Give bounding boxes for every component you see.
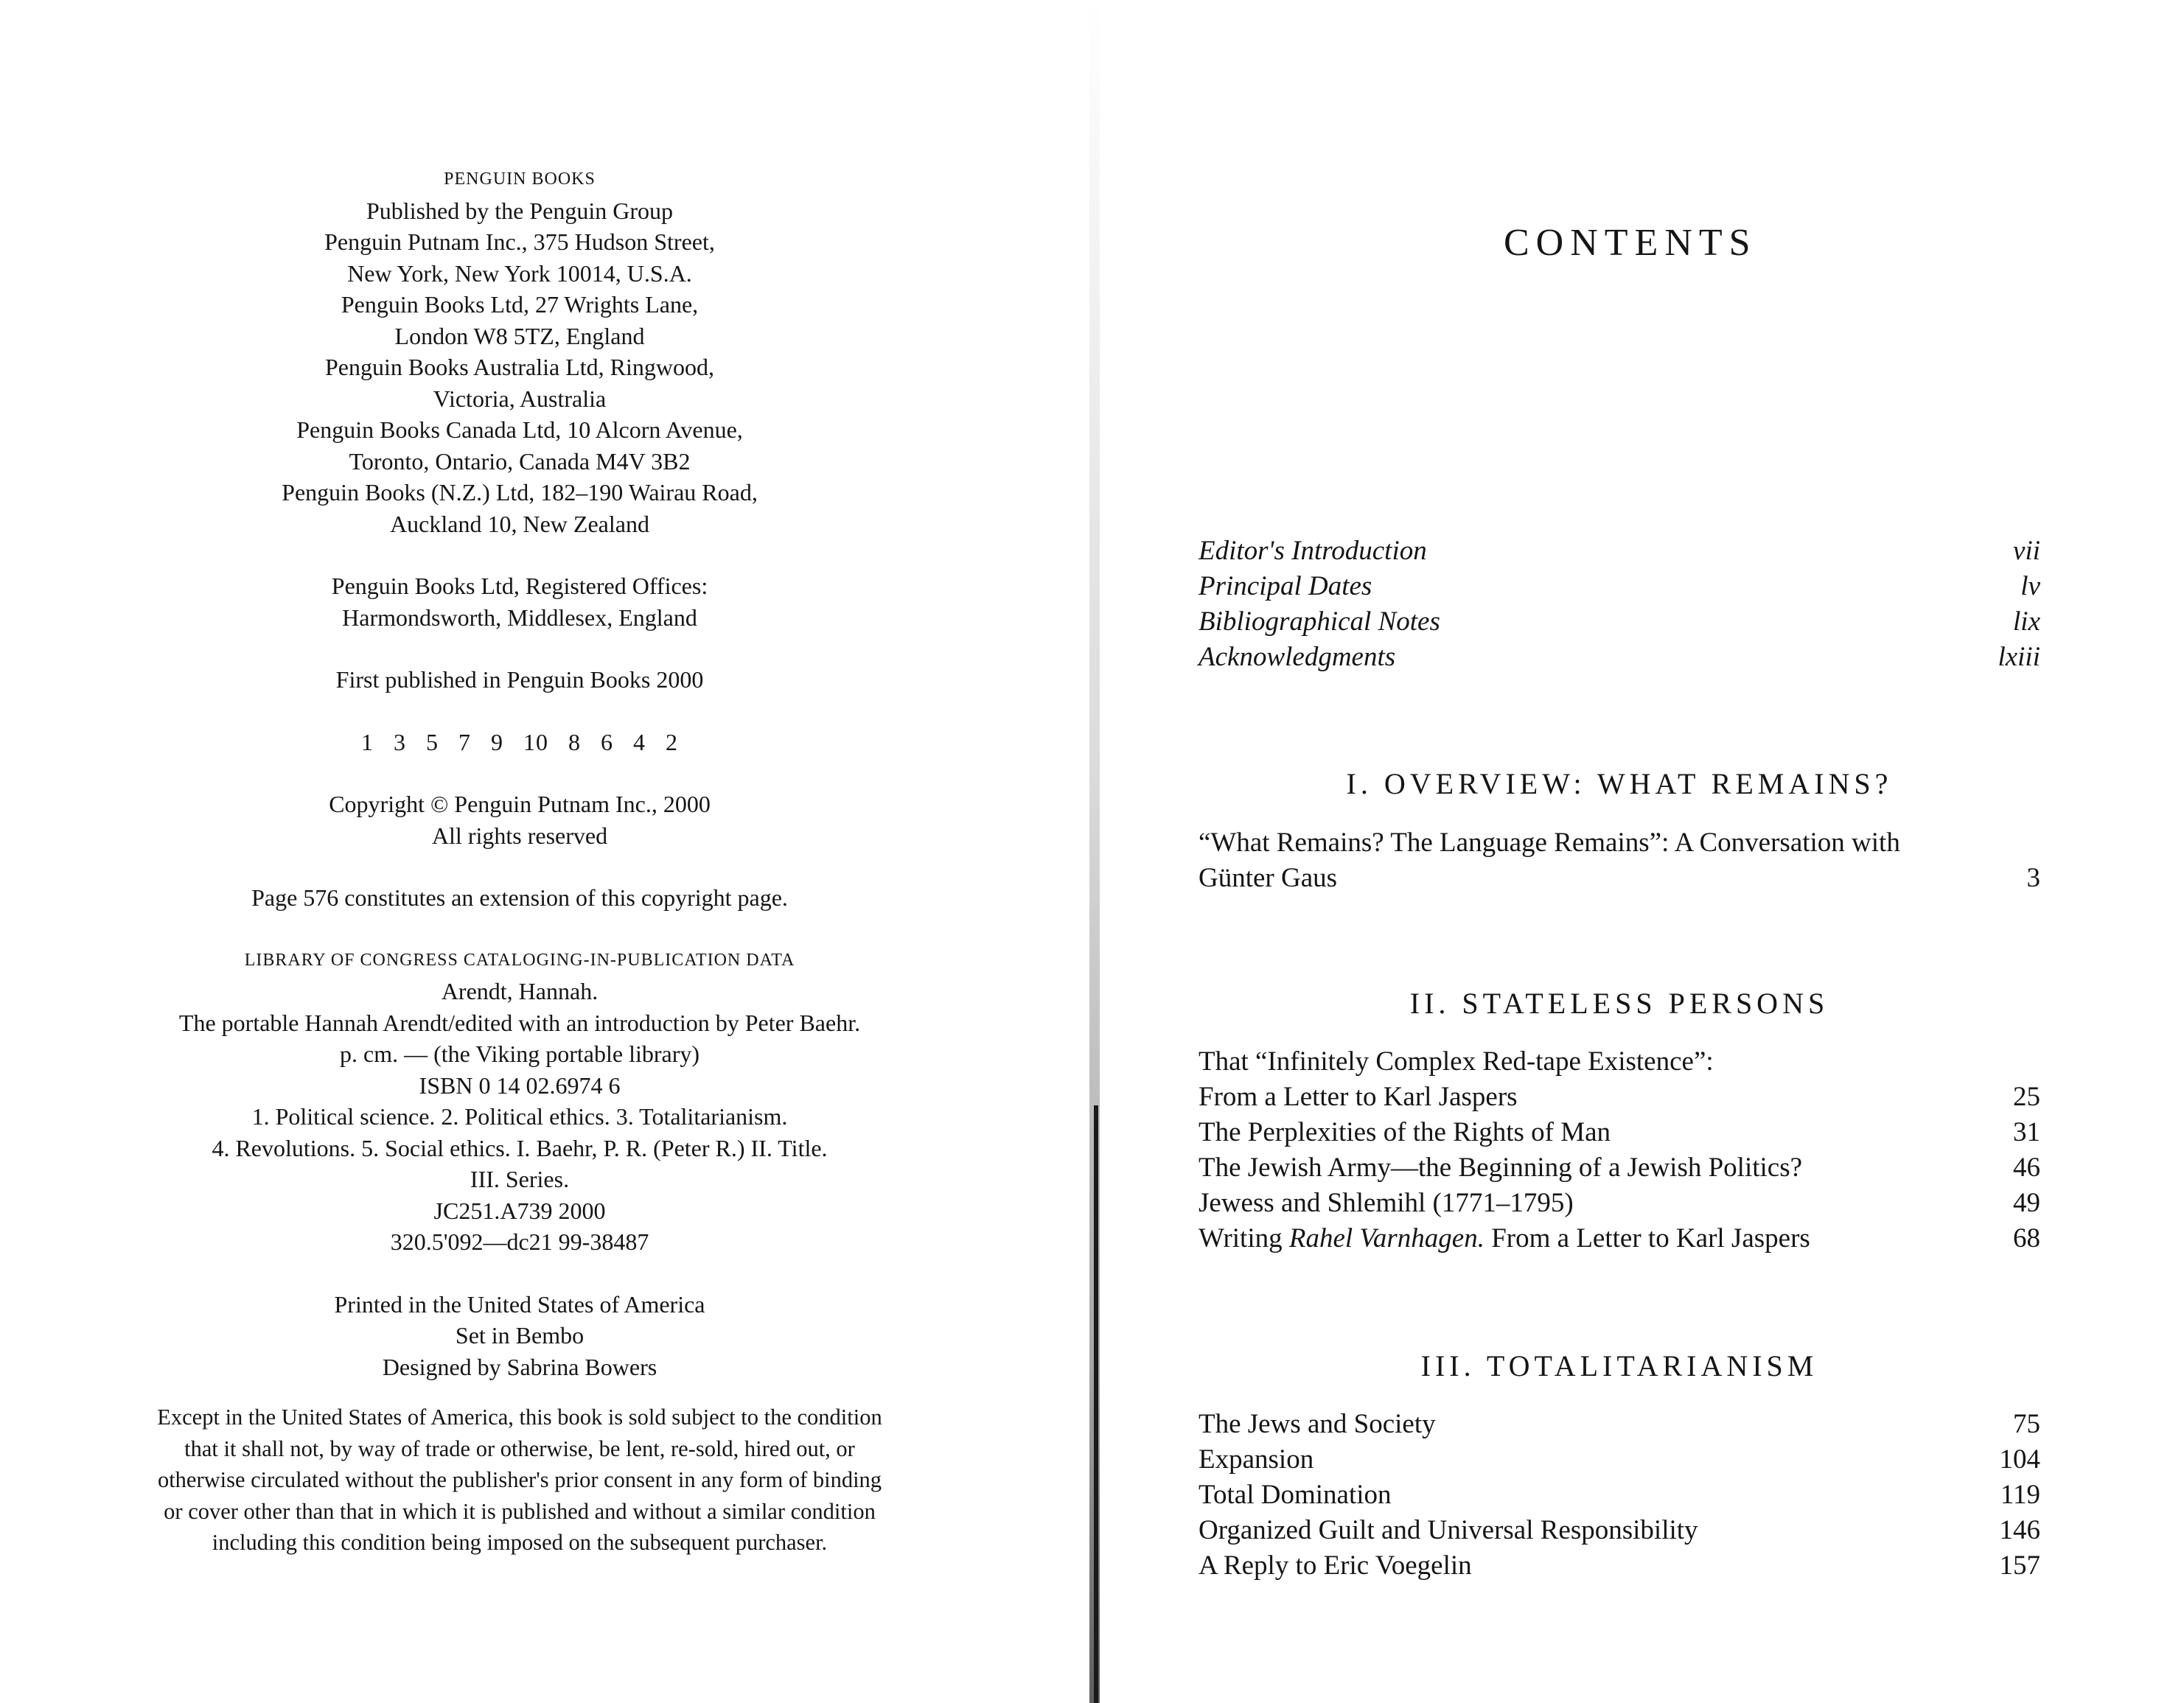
section-heading-overview: I. OVERVIEW: WHAT REMAINS? [1346, 767, 1893, 800]
toc-entry-title: Expansion [1199, 1444, 1314, 1475]
toc-entry-title: Principal Dates [1199, 571, 1372, 601]
publisher-line: New York, New York 10014, U.S.A. [347, 259, 692, 287]
toc-entry-title: Bibliographical Notes [1199, 606, 1440, 637]
toc-entry-principal-dates[interactable] [1199, 569, 2040, 604]
toc-entry-red-tape[interactable] [1199, 1044, 2040, 1080]
section-heading-totalitarianism: III. TOTALITARIANISM [1420, 1349, 1818, 1382]
toc-entry-page: 104 [1999, 1444, 2040, 1475]
cip-line: ISBN 0 14 02.6974 6 [419, 1071, 621, 1099]
publisher-line: Penguin Books Canada Ltd, 10 Alcorn Avenue, [296, 416, 743, 443]
sale-notice: Except in the United States of America, this book is sold subject to the condition that it shall not, by way of trade or otherwise, be lent, re-sold, hired out, or otherwise circulated without the publisher's prior consent in any form of binding or cover other than that in which it is published and without a similar condition including this condition being imposed on the subsequent purchaser. [157, 1405, 882, 1555]
toc-entry-page: 75 [2013, 1409, 2040, 1439]
toc-entry-page: vii [2013, 536, 2040, 566]
publisher-line: Toronto, Ontario, Canada M4V 3B2 [349, 447, 691, 475]
publisher-line: Penguin Books Australia Ltd, Ringwood, [325, 354, 714, 380]
toc-entry-expansion[interactable] [1199, 1442, 2040, 1478]
cip-line: III. Series. [470, 1166, 570, 1192]
toc-entry-title: The Perplexities of the Rights of Man [1199, 1117, 1611, 1147]
cip-line: The portable Hannah Arendt/edited with an introduction by Peter Baehr. [178, 1009, 861, 1036]
toc-entry-page: lix [2013, 606, 2040, 637]
publisher-line: London W8 5TZ, England [394, 322, 645, 349]
toc-entry-writing-rahel-varnhagen[interactable] [1199, 1221, 2040, 1256]
toc-entry-jewish-army[interactable] [1199, 1150, 2040, 1186]
toc-entry-title: Jewess and Shlemihl (1771–1795) [1199, 1188, 1574, 1218]
toc-entry-page: 68 [2013, 1223, 2040, 1253]
toc-entry-page: 146 [1999, 1515, 2040, 1545]
toc-entry-gunter-gaus[interactable] [1199, 861, 2040, 896]
toc-entry-title: A Reply to Eric Voegelin [1199, 1550, 1472, 1581]
extension-note: Page 576 constitutes an extension of this copyright page. [251, 884, 788, 911]
cip-line: JC251.A739 2000 [433, 1197, 606, 1224]
toc-entry-page: 25 [2013, 1082, 2040, 1112]
section-heading-stateless-persons: II. STATELESS PERSONS [1409, 987, 1829, 1020]
copyright-page [0, 0, 1076, 1703]
toc-entry-page: lxiii [1998, 642, 2040, 672]
toc-entry-title: “What Remains? The Language Remains”: A Conversation with [1199, 828, 1900, 858]
cip-heading: LIBRARY OF CONGRESS CATALOGING-IN-PUBLICATION DATA [244, 950, 795, 970]
toc-entry-title: The Jewish Army—the Beginning of a Jewish Politics? [1199, 1153, 1803, 1183]
toc-entry-page: 31 [2013, 1117, 2040, 1147]
cip-line: 4. Revolutions. 5. Social ethics. I. Baehr, P. R. (Peter R.) II. Title. [212, 1134, 828, 1161]
toc-entry-title: The Jews and Society [1199, 1409, 1436, 1439]
toc-entry-title: From a Letter to Karl Jaspers [1199, 1082, 1518, 1112]
imprint-block [118, 164, 921, 1382]
toc-entry-jews-and-society[interactable] [1199, 1407, 2040, 1442]
toc-entry-jewess-shlemihl[interactable] [1199, 1186, 2040, 1221]
toc-entry-reply-voegelin[interactable] [1199, 1548, 2040, 1584]
toc-entry-page: lv [2020, 571, 2040, 601]
toc-entry-editors-introduction[interactable] [1199, 534, 2040, 569]
cip-line: Arendt, Hannah. [441, 978, 599, 1004]
toc-entry-organized-guilt[interactable] [1199, 1513, 2040, 1548]
toc-entry-rights-of-man[interactable] [1199, 1115, 2040, 1150]
toc-entry-title: Editor's Introduction [1199, 536, 1427, 566]
toc-entry-what-remains[interactable] [1199, 825, 2040, 861]
publisher-line: Auckland 10, New Zealand [390, 510, 649, 537]
publisher-line: Penguin Books Ltd, 27 Wrights Lane, [341, 291, 699, 318]
toc-entry-title: Total Domination [1199, 1480, 1392, 1510]
publisher-line: Published by the Penguin Group [366, 197, 673, 224]
printing-info-line: Set in Bembo [455, 1322, 585, 1349]
toc-entry-page: 157 [1999, 1550, 2040, 1581]
gutter-shadow [1094, 1105, 1098, 1703]
toc-entry-title: That “Infinitely Complex Red-tape Existence”: [1199, 1046, 1714, 1077]
copyright-line: Copyright © Penguin Putnam Inc., 2000 [329, 791, 711, 817]
printing-info-line: Printed in the United States of America [334, 1290, 705, 1318]
printing-number-line: 1 3 5 7 9 10 8 6 4 2 [361, 728, 678, 755]
registered-offices-line: Harmondsworth, Middlesex, England [342, 604, 697, 631]
contents-title: CONTENTS [1504, 222, 1757, 264]
toc-entry-page: 49 [2013, 1188, 2040, 1218]
rights-reserved: All rights reserved [431, 822, 608, 849]
toc-entry-acknowledgments[interactable] [1199, 640, 2040, 675]
toc-entry-title: Günter Gaus [1199, 863, 1338, 893]
registered-offices-line: Penguin Books Ltd, Registered Offices: [331, 573, 708, 599]
publisher-line: Penguin Putnam Inc., 375 Hudson Street, [324, 228, 715, 255]
toc-entry-total-domination[interactable] [1199, 1478, 2040, 1513]
publisher-line: Victoria, Australia [433, 385, 607, 412]
toc-entry-page: 46 [2013, 1153, 2040, 1183]
toc-entry-bibliographical-notes[interactable] [1199, 604, 2040, 640]
cip-line: p. cm. — (the Viking portable library) [339, 1041, 700, 1067]
publisher-line: Penguin Books (N.Z.) Ltd, 182–190 Wairau Road, [282, 479, 758, 506]
cip-line: 1. Political science. 2. Political ethics. 3. Totalitarianism. [251, 1103, 788, 1130]
toc-entry-title: Organized Guilt and Universal Responsibility [1199, 1515, 1698, 1545]
toc-entry-title: Acknowledgments [1199, 642, 1396, 672]
toc-entry-title: Writing Rahel Varnhagen. From a Letter to Karl Jaspers [1199, 1223, 1810, 1253]
cip-line: 320.5'092—dc21 99-38487 [390, 1228, 649, 1255]
publisher-heading: PENGUIN BOOKS [444, 169, 596, 189]
first-published: First published in Penguin Books 2000 [335, 666, 704, 693]
printing-info-line: Designed by Sabrina Bowers [382, 1353, 657, 1380]
toc-entry-letter-jaspers[interactable] [1199, 1080, 2040, 1115]
toc-entry-page: 119 [2000, 1480, 2040, 1510]
toc-entry-page: 3 [2026, 863, 2040, 893]
